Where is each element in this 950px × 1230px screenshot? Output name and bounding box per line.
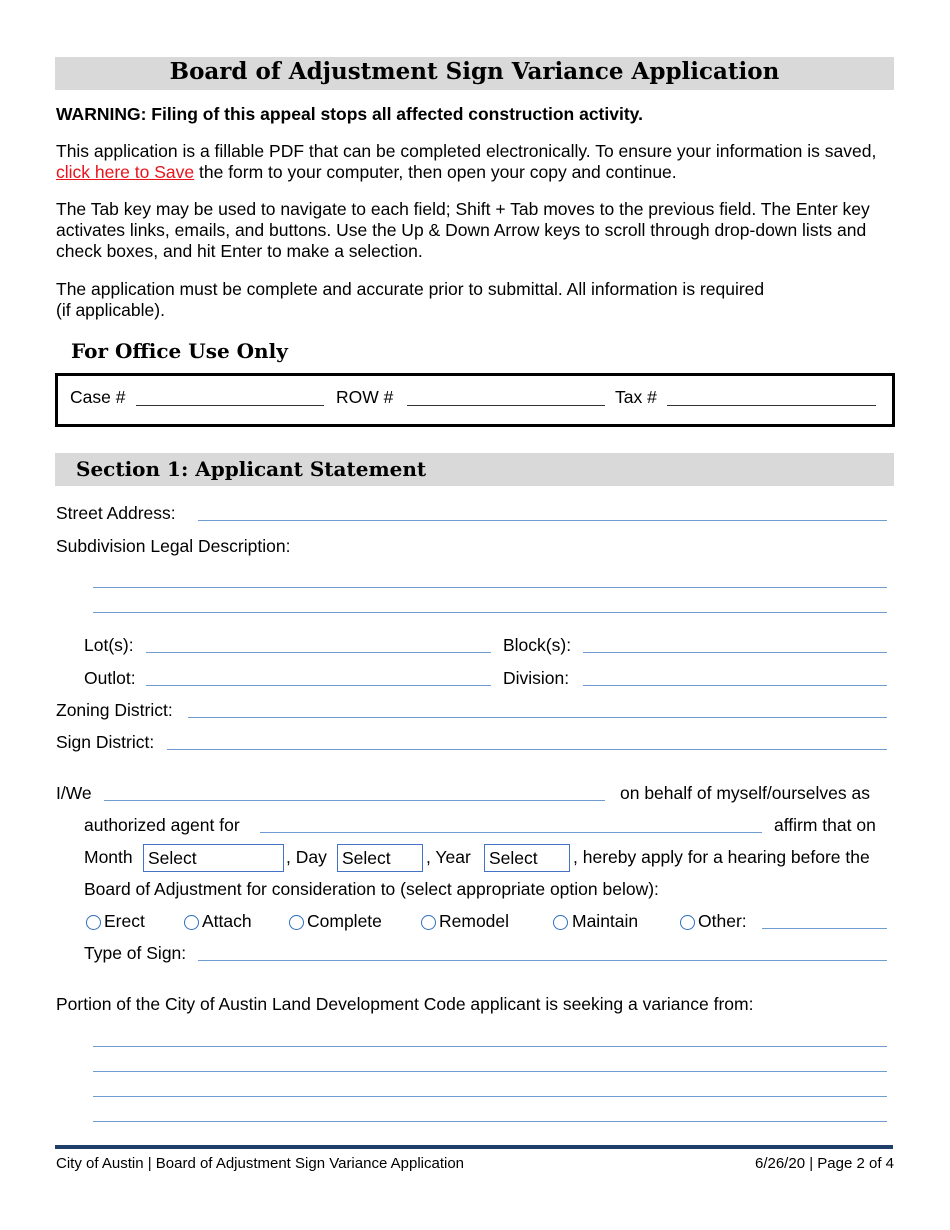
intro-text-before: This application is a fillable PDF that can be completed electronically. To ensure your information is saved, <box>56 141 877 161</box>
complete-radio[interactable] <box>289 915 304 930</box>
outlot-field[interactable] <box>146 684 491 686</box>
row-field[interactable] <box>407 404 605 406</box>
tab-key-paragraph: The Tab key may be used to navigate to each field; Shift + Tab moves to the previous field. The Enter key activates links, emails, and buttons. Use the Up & Down Arrow keys to scroll through drop-down lists and check boxes, and hit Enter to make a selection. <box>56 199 870 261</box>
other-field[interactable] <box>762 927 887 929</box>
remodel-radio[interactable] <box>421 915 436 930</box>
maintain-radio[interactable] <box>553 915 568 930</box>
division-field[interactable] <box>583 684 887 686</box>
year-label: , Year <box>426 847 471 867</box>
office-use-box <box>55 373 895 427</box>
month-select[interactable]: Select <box>143 844 284 872</box>
portion-field-line-1[interactable] <box>93 1045 887 1047</box>
hereby-text: , hereby apply for a hearing before the <box>573 847 870 867</box>
type-of-sign-field[interactable] <box>198 959 887 961</box>
tax-label: Tax # <box>615 387 657 407</box>
year-select[interactable]: Select <box>484 844 570 872</box>
type-of-sign-label: Type of Sign: <box>84 943 187 963</box>
behalf-text: on behalf of myself/ourselves as <box>620 783 870 803</box>
footer-left: City of Austin | Board of Adjustment Sign Variance Application <box>56 1155 465 1172</box>
footer-rule <box>55 1145 893 1149</box>
intro-text-after: the form to your computer, then open your copy and continue. <box>199 162 677 182</box>
other-label: Other: <box>698 911 747 931</box>
lots-field[interactable] <box>146 651 491 653</box>
month-label: Month <box>84 847 133 867</box>
sign-district-label: Sign District: <box>56 732 155 752</box>
iwe-label: I/We <box>56 783 92 803</box>
subdivision-field-line-1[interactable] <box>93 586 887 588</box>
affirm-text: affirm that on <box>774 815 876 835</box>
attach-label: Attach <box>202 911 252 931</box>
day-select[interactable]: Select <box>337 844 423 872</box>
page-title: Board of Adjustment Sign Variance Application <box>55 57 894 90</box>
case-label: Case # <box>70 387 126 407</box>
street-address-label: Street Address: <box>56 503 176 523</box>
section-1-heading: Section 1: Applicant Statement <box>55 453 894 486</box>
zoning-district-label: Zoning District: <box>56 700 173 720</box>
blocks-field[interactable] <box>583 651 887 653</box>
footer-right: 6/26/20 | Page 2 of 4 <box>754 1155 894 1172</box>
warning-text: WARNING: Filing of this appeal stops all affected construction activity. <box>56 104 643 124</box>
save-link[interactable]: click here to Save <box>56 162 195 182</box>
erect-radio[interactable] <box>86 915 101 930</box>
division-label: Division: <box>503 668 570 688</box>
complete-paragraph-line2: (if applicable). <box>56 300 165 320</box>
case-field[interactable] <box>136 404 324 406</box>
complete-paragraph-line1: The application must be complete and accurate prior to submittal. All information is required <box>56 279 765 299</box>
portion-field-line-2[interactable] <box>93 1070 887 1072</box>
complete-label: Complete <box>307 911 382 931</box>
maintain-label: Maintain <box>572 911 639 931</box>
blocks-label: Block(s): <box>503 635 572 655</box>
portion-field-line-4[interactable] <box>93 1120 887 1122</box>
day-label: , Day <box>286 847 327 867</box>
outlot-label: Outlot: <box>84 668 136 688</box>
iwe-field[interactable] <box>104 799 605 801</box>
office-use-heading: For Office Use Only <box>71 339 288 363</box>
attach-radio[interactable] <box>184 915 199 930</box>
tax-field[interactable] <box>667 404 876 406</box>
portion-field-line-3[interactable] <box>93 1095 887 1097</box>
board-text: Board of Adjustment for consideration to (select appropriate option below): <box>84 879 659 899</box>
authorized-agent-label: authorized agent for <box>84 815 240 835</box>
authorized-agent-field[interactable] <box>260 831 762 833</box>
sign-district-field[interactable] <box>167 748 887 750</box>
other-radio[interactable] <box>680 915 695 930</box>
subdivision-field-line-2[interactable] <box>93 611 887 613</box>
intro-paragraph <box>56 141 906 183</box>
lots-label: Lot(s): <box>84 635 134 655</box>
portion-label: Portion of the City of Austin Land Development Code applicant is seeking a variance from: <box>56 994 754 1014</box>
zoning-district-field[interactable] <box>188 716 887 718</box>
row-label: ROW # <box>336 387 394 407</box>
erect-label: Erect <box>104 911 145 931</box>
street-address-field[interactable] <box>198 519 887 521</box>
subdivision-label: Subdivision Legal Description: <box>56 536 291 556</box>
remodel-label: Remodel <box>439 911 510 931</box>
